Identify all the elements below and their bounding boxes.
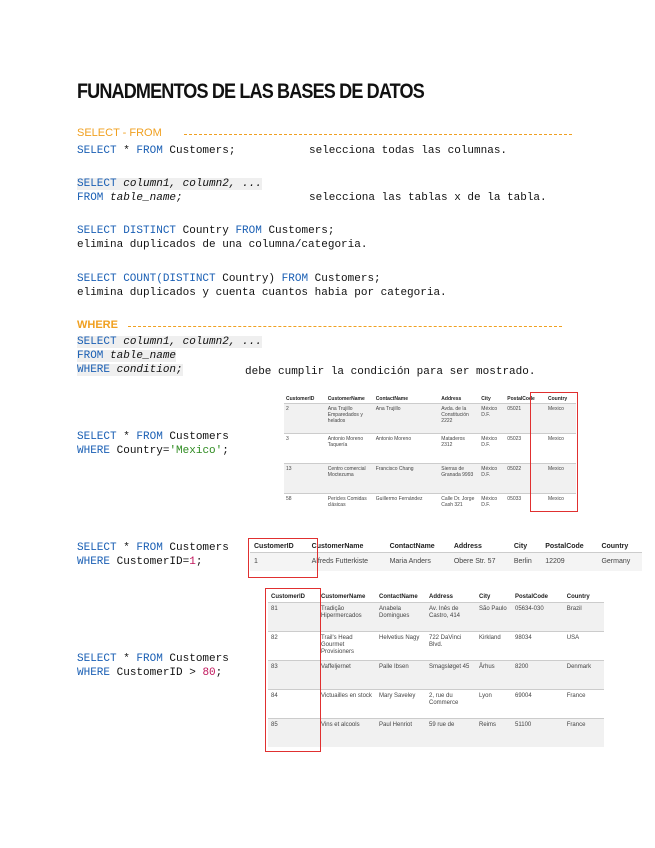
column-header: CustomerID: [271, 594, 306, 600]
column-header: Country: [601, 543, 629, 550]
column-header: CustomerID: [254, 543, 294, 550]
explanation-select-all: selecciona todas las columnas.: [309, 145, 508, 157]
section-divider: [128, 326, 562, 327]
table-row: 58 Pericles Comidas clásicas Guillermo Fernández Calle Dr. Jorge Cash 321 México D.F. 05033 Mexico: [284, 494, 576, 518]
column-header: CustomerName: [321, 594, 366, 600]
column-header: Country: [548, 396, 568, 402]
table-row: 84 Victuailles en stock Mary Saveley 2, rue du Commerce Lyon 69004 France: [268, 690, 604, 719]
column-header: PostalCode: [507, 396, 535, 402]
column-header: Address: [429, 594, 454, 600]
explanation-where: debe cumplir la condición para ser mostrado.: [245, 366, 536, 378]
table-row: 1 Alfreds Futterkiste Maria Anders Obere Str. 57 Berlin 12209 Germany: [250, 553, 642, 571]
table-row: 2 Ana Trujillo Emparedados y helados Ana Trujillo Avda. de la Constitución 2222 México D.F. 05021 Mexico: [284, 404, 576, 434]
column-header: PostalCode: [545, 543, 584, 550]
code-where-id-greater: SELECT * FROM Customers WHERE CustomerID > 80;: [77, 653, 229, 679]
column-header: ContactName: [375, 396, 409, 402]
column-header: Country: [566, 594, 590, 600]
table-row: 81 Tradição Hipermercados Anabela Domingues Av. Inês de Castro, 414 São Paulo 05634-030 Brazil: [268, 603, 604, 632]
page-title: FUNADMENTOS DE LAS BASES DE DATOS: [77, 80, 424, 103]
explanation-select-columns: selecciona las tablas x de la tabla.: [309, 192, 547, 204]
table-row: 85 Vins et alcools Paul Henriot 59 rue de Reims 51100 France: [268, 719, 604, 748]
table-row: 13 Centro comercial Moctezuma Francisco Chang Sierras de Granada 9993 México D.F. 05022 Mexico: [284, 464, 576, 494]
column-header: Address: [441, 396, 462, 402]
section-heading-where: WHERE: [77, 319, 118, 331]
table-row: 3 Antonio Moreno Taquería Antonio Moreno Mataderos 2312 México D.F. 05023 Mexico: [284, 434, 576, 464]
section-heading-select-from: SELECT - FROM: [77, 127, 162, 139]
table-row: 83 Vaffeljernet Palle Ibsen Smagsløget 45 Århus 8200 Denmark: [268, 661, 604, 690]
column-header: City: [479, 594, 491, 600]
section-divider: [184, 134, 572, 135]
code-select-count: SELECT COUNT(DISTINCT Country) FROM Customers; elimina duplicados y cuenta cuantos habia por categoria.: [77, 273, 447, 299]
highlight-country-column: [530, 392, 578, 512]
code-where-id-equals: SELECT * FROM Customers WHERE CustomerID=1;: [77, 542, 229, 568]
highlight-customerid-column: [265, 588, 321, 752]
code-select-columns: SELECT column1, column2, ... FROM table_name;: [77, 178, 262, 204]
column-header: City: [513, 543, 528, 550]
column-header: ContactName: [389, 543, 435, 550]
code-where-syntax: SELECT column1, column2, ... FROM table_name WHERE condition;: [77, 336, 262, 376]
column-header: City: [481, 396, 491, 402]
column-header: CustomerName: [327, 396, 365, 402]
code-select-all: SELECT * FROM Customers;: [77, 145, 236, 157]
table-row: 82 Trail's Head Gourmet Provisioners Helvetius Nagy 722 DaVinci Blvd. Kirkland 98034 USA: [268, 632, 604, 661]
column-header: PostalCode: [515, 594, 549, 600]
code-where-country: SELECT * FROM Customers WHERE Country='Mexico';: [77, 431, 229, 457]
column-header: CustomerName: [311, 543, 364, 550]
code-select-distinct: SELECT DISTINCT Country FROM Customers; elimina duplicados de una columna/categoria.: [77, 225, 368, 251]
column-header: CustomerID: [286, 396, 315, 402]
column-header: ContactName: [379, 594, 418, 600]
highlight-customerid-column: [248, 538, 318, 578]
column-header: Address: [453, 543, 482, 550]
